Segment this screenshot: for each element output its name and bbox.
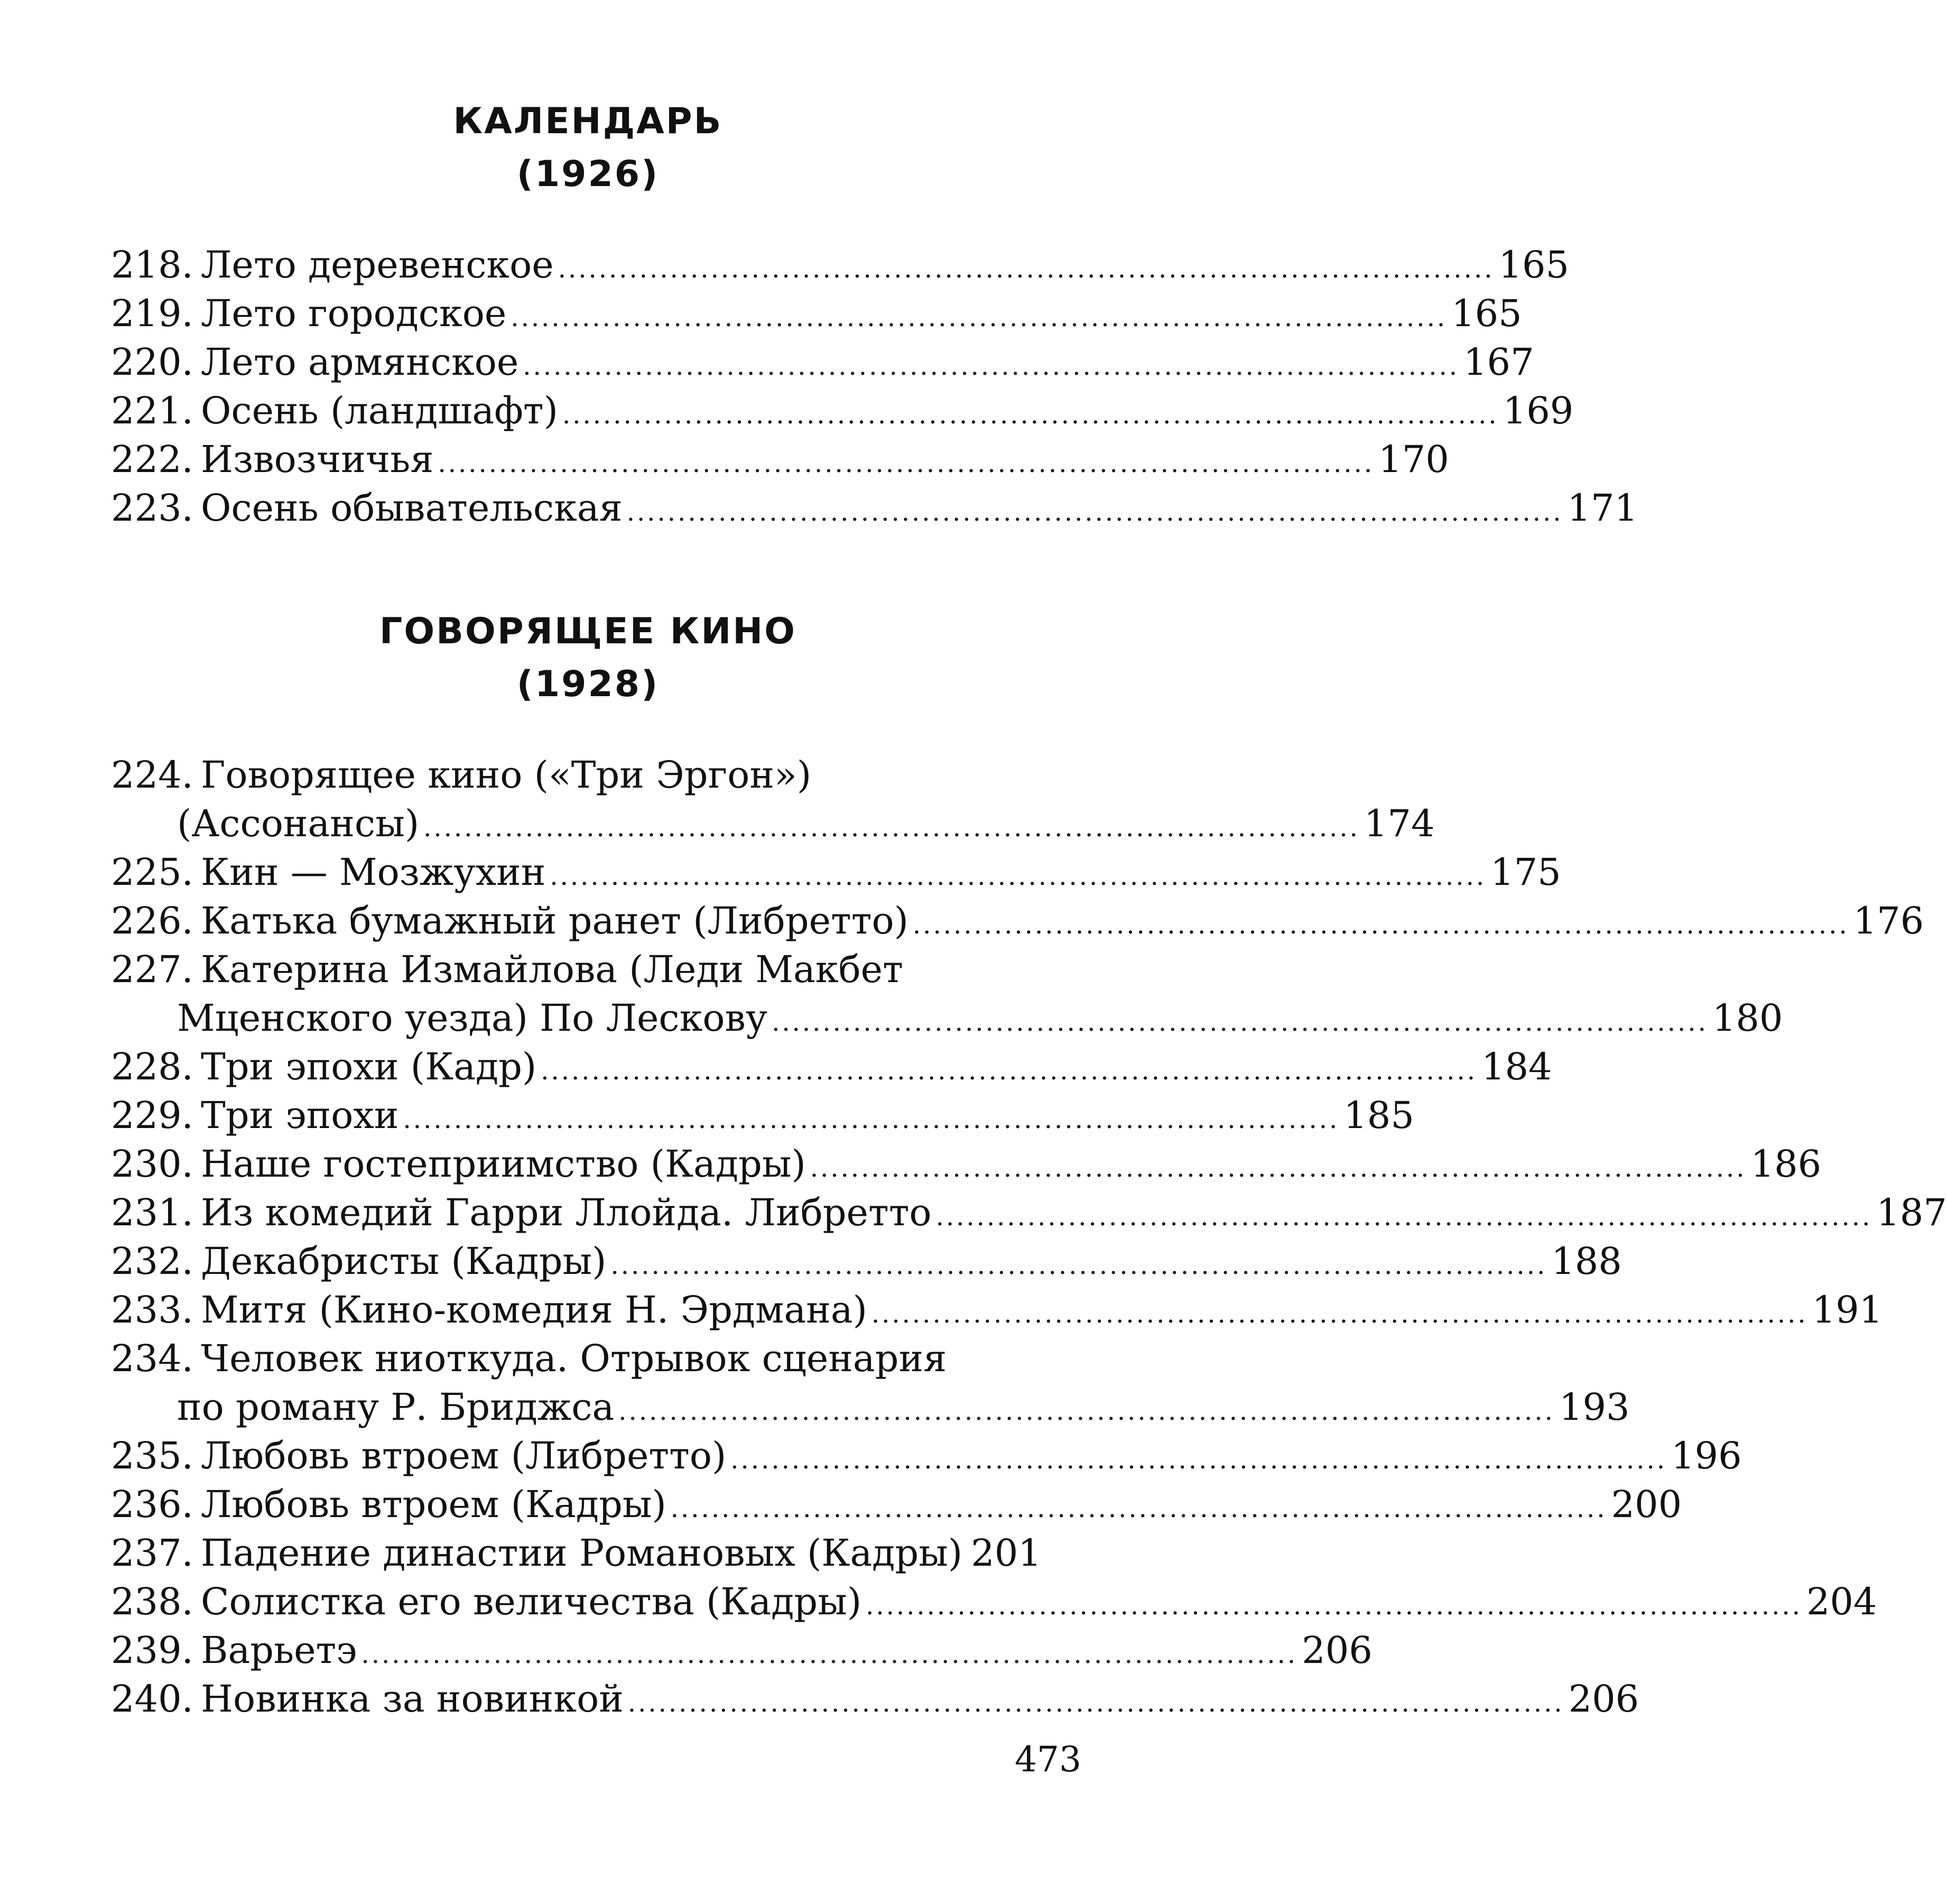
leader-dots: ............................................................................................ xyxy=(772,1008,1708,1037)
leader-dots: ............................................................................................ xyxy=(627,1688,1564,1718)
entry-title: Лето армянское xyxy=(201,340,519,384)
toc-entry xyxy=(111,1577,1877,1626)
leader-dots: ............................................................................................ xyxy=(626,497,1563,527)
entry-number: 226. xyxy=(111,899,193,942)
toc-entry xyxy=(111,848,1561,896)
toc-entry xyxy=(111,1286,1883,1334)
toc-entry xyxy=(111,386,1574,435)
leader-dots: ............................................................................................ xyxy=(511,303,1448,332)
entry-number: 224. xyxy=(111,753,193,797)
entry-page: 180 xyxy=(1712,996,1783,1040)
leader-dots: ............................................................................................ xyxy=(541,1056,1477,1086)
entry-title: Варьетэ xyxy=(201,1629,357,1672)
entry-title: Любовь втроем (Либретто) xyxy=(201,1434,727,1477)
entry-page: 206 xyxy=(1302,1629,1373,1672)
entry-title: Лето городское xyxy=(201,292,507,335)
toc-entry-continuation xyxy=(111,994,1783,1042)
entry-title: Извозчичья xyxy=(201,438,434,481)
entry-title: Говорящее кино («Три Эргон») xyxy=(201,753,812,797)
entry-title: Митя (Кино-комедия Н. Эрдмана) xyxy=(201,1288,867,1332)
toc-entry xyxy=(111,1626,1373,1675)
entry-number: 221. xyxy=(111,389,193,432)
leader-dots: ............................................................................................ xyxy=(871,1299,1808,1329)
toc-entry xyxy=(111,896,1924,945)
toc-entry xyxy=(111,1480,1682,1529)
entry-number: 235. xyxy=(111,1434,193,1477)
toc-entry xyxy=(111,1042,1552,1091)
entry-title: Солистка его величества (Кадры) xyxy=(201,1580,862,1623)
entry-page: 196 xyxy=(1671,1434,1742,1477)
entry-title: Лето деревенское xyxy=(201,243,554,286)
entry-page: 204 xyxy=(1806,1580,1877,1623)
entry-page: 191 xyxy=(1812,1288,1883,1332)
entry-number: 220. xyxy=(111,340,193,384)
entry-page: 201 xyxy=(971,1531,1042,1575)
entry-title-continued: по роману Р. Бриджса xyxy=(177,1385,615,1429)
entry-title: Из комедий Гарри Ллойда. Либретто xyxy=(201,1191,932,1234)
entry-title: Декабристы (Кадры) xyxy=(201,1240,607,1283)
leader-dots: ............................................................................................ xyxy=(403,1105,1340,1134)
entry-title: Падение династии Романовых (Кадры) xyxy=(201,1531,963,1575)
entry-page: 171 xyxy=(1567,486,1638,530)
toc-entry xyxy=(111,241,1570,289)
entry-number: 233. xyxy=(111,1288,193,1332)
entry-number: 238. xyxy=(111,1580,193,1623)
toc-entry xyxy=(111,1675,1639,1723)
leader-dots: ............................................................................................ xyxy=(730,1445,1667,1475)
entry-page: 167 xyxy=(1463,340,1534,384)
toc-entry xyxy=(111,1431,1742,1480)
entry-number: 232. xyxy=(111,1240,193,1283)
page-number: 473 xyxy=(1015,1739,1081,1780)
toc-entry-continuation xyxy=(111,1383,1630,1431)
entry-number: 219. xyxy=(111,292,193,335)
entry-title: Катька бумажный ранет (Либретто) xyxy=(201,899,908,942)
toc-entry xyxy=(111,338,1534,386)
leader-dots: ............................................................................................ xyxy=(810,1153,1747,1183)
leader-dots: ............................................................................................ xyxy=(562,400,1499,430)
leader-dots: ............................................................................................ xyxy=(670,1494,1607,1523)
entry-number: 240. xyxy=(111,1677,193,1721)
entry-title: Кин — Мозжухин xyxy=(201,851,546,894)
entry-number: 230. xyxy=(111,1142,193,1186)
toc-entry xyxy=(111,435,1449,484)
entry-title: Наше гостеприимство (Кадры) xyxy=(201,1142,806,1186)
entry-title: Три эпохи (Кадр) xyxy=(201,1045,537,1088)
section-year: (1928) xyxy=(516,663,660,705)
entry-number: 236. xyxy=(111,1483,193,1526)
section-title: КАЛЕНДАРЬ xyxy=(453,100,723,142)
entry-title: Человек ниоткуда. Отрывок сценария xyxy=(201,1337,947,1380)
entry-page: 170 xyxy=(1378,438,1449,481)
leader-dots: ............................................................................................ xyxy=(912,910,1849,940)
entry-title: Новинка за новинкой xyxy=(201,1677,624,1721)
toc-entry xyxy=(111,945,1020,994)
section-year: (1926) xyxy=(516,153,660,195)
entry-page: 175 xyxy=(1490,851,1561,894)
entry-number: 239. xyxy=(111,1629,193,1672)
leader-dots: ............................................................................................ xyxy=(866,1591,1802,1621)
entry-number: 234. xyxy=(111,1337,193,1380)
toc-entry xyxy=(111,751,1020,799)
toc-entry xyxy=(111,1237,1622,1286)
toc-entry-continuation xyxy=(111,799,1435,848)
leader-dots: ............................................................................................ xyxy=(361,1640,1298,1669)
leader-dots: ............................................................................................ xyxy=(550,862,1487,891)
leader-dots: ............................................................................................ xyxy=(558,254,1495,284)
toc-entry xyxy=(111,1334,1020,1383)
entry-page: 165 xyxy=(1498,243,1570,286)
toc-entry xyxy=(111,1091,1414,1140)
entry-number: 228. xyxy=(111,1045,193,1088)
toc-entry xyxy=(111,1140,1822,1188)
entry-title: Осень обывательская xyxy=(201,486,623,530)
entry-number: 222. xyxy=(111,438,193,481)
entry-number: 225. xyxy=(111,851,193,894)
entry-number: 227. xyxy=(111,948,193,991)
toc-list xyxy=(111,751,1947,1723)
entry-page: 169 xyxy=(1503,389,1574,432)
leader-dots: ............................................................................................ xyxy=(935,1202,1872,1232)
leader-dots: ............................................................................................ xyxy=(423,813,1360,843)
leader-dots: ............................................................................................ xyxy=(438,449,1375,478)
leader-dots: ............................................................................................ xyxy=(610,1251,1547,1280)
toc-entry xyxy=(111,1529,1042,1577)
entry-title: Три эпохи xyxy=(201,1094,399,1137)
entry-page: 206 xyxy=(1568,1677,1639,1721)
entry-title-continued: Мценского уезда) По Лескову xyxy=(177,996,768,1040)
entry-page: 193 xyxy=(1559,1385,1630,1429)
entry-page: 200 xyxy=(1611,1483,1682,1526)
leader-dots: ............................................................................................ xyxy=(618,1397,1555,1426)
entry-title: Любовь втроем (Кадры) xyxy=(201,1483,666,1526)
entry-page: 187 xyxy=(1876,1191,1947,1234)
entry-page: 188 xyxy=(1551,1240,1622,1283)
entry-number: 218. xyxy=(111,243,193,286)
entry-page: 176 xyxy=(1853,899,1924,942)
entry-title: Осень (ландшафт) xyxy=(201,389,558,432)
entry-number: 223. xyxy=(111,486,193,530)
toc-entry xyxy=(111,1188,1947,1237)
entry-title-continued: (Ассонансы) xyxy=(177,802,420,845)
entry-page: 186 xyxy=(1750,1142,1822,1186)
leader-dots: ............................................................................................ xyxy=(523,352,1460,381)
entry-page: 184 xyxy=(1481,1045,1552,1088)
entry-page: 174 xyxy=(1364,802,1435,845)
entry-number: 231. xyxy=(111,1191,193,1234)
entry-page: 185 xyxy=(1343,1094,1414,1137)
entry-title: Катерина Измайлова (Леди Макбет xyxy=(201,948,903,991)
entry-number: 237. xyxy=(111,1531,193,1575)
toc-entry xyxy=(111,289,1522,338)
section-title: ГОВОРЯЩЕЕ КИНО xyxy=(379,611,796,652)
toc-entry xyxy=(111,484,1638,532)
entry-number: 229. xyxy=(111,1094,193,1137)
toc-list xyxy=(111,241,1638,532)
entry-page: 165 xyxy=(1451,292,1522,335)
